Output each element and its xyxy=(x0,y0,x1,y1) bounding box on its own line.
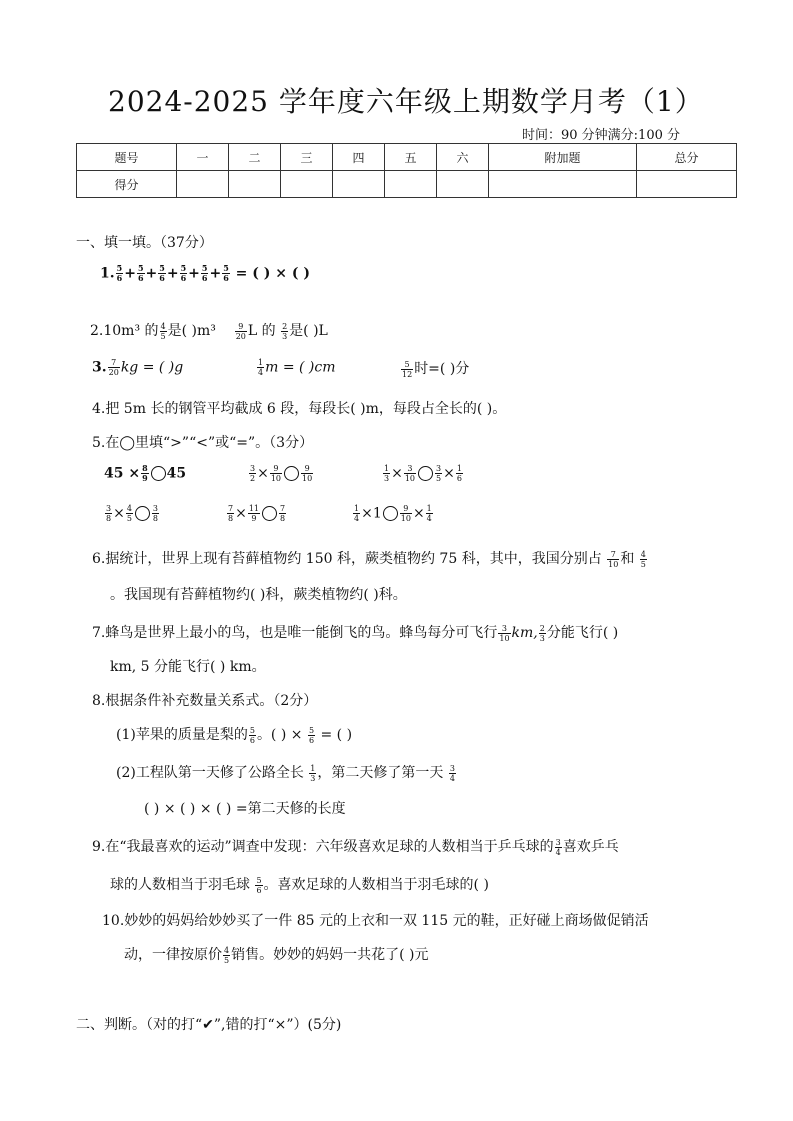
fraction: $\frac{11}{9}$ xyxy=(248,504,260,523)
score-cell[interactable] xyxy=(489,171,637,198)
section1-heading: 一、填一填。（37分） xyxy=(76,235,213,251)
score-header: 三 xyxy=(281,144,333,171)
fraction: $\frac{9}{10}$ xyxy=(302,464,313,483)
compare-item: 45 × $\frac{8}{9}$ 45 xyxy=(104,463,187,483)
question-6-cont[interactable]: 。我国现有苔藓植物约( )科，蕨类植物约( )科。 xyxy=(110,587,407,603)
fraction: $\frac{4}{5}$ xyxy=(126,504,132,523)
fraction: $\frac{3}{2}$ xyxy=(250,464,256,483)
q8-blank-2[interactable]: = ( ) xyxy=(320,727,353,743)
q7-blank-1[interactable]: 分能飞行( ) xyxy=(546,625,619,641)
compare-circle[interactable] xyxy=(383,506,398,521)
fraction: $\frac{9}{20}$ xyxy=(235,321,246,341)
fraction: $\frac{5}{6}$ xyxy=(249,725,255,745)
question-8-2: (2)工程队第一天修了公路全长 $\frac{1}{3}$ ，第二天修了第一天 $\frac{3}{4}$ xyxy=(116,763,455,783)
fraction: $\frac{9}{10}$ xyxy=(270,464,282,483)
q8-blank-1[interactable]: 。( ) × xyxy=(256,727,303,743)
fraction: $\frac{8}{9}$ xyxy=(142,463,148,483)
score-cell[interactable] xyxy=(281,171,333,198)
question-1: 1. $\frac{5}{6}$ + $\frac{5}{6}$ + $\frac{5}{6}$ + $\frac{5}{6}$ + $\frac{5}{6}$ + $\frac{5}{6}$ = ( ) × ( ) xyxy=(100,263,310,283)
q10-blank[interactable]: 销售。妙妙的妈妈一共花了( )元 xyxy=(231,947,429,963)
compare-circle[interactable] xyxy=(262,506,277,521)
question-7: 7.蜂鸟是世界上最小的鸟，也是唯一能倒飞的鸟。蜂鸟每分可飞行 $\frac{3}{10}$ km, $\frac{2}{3}$ 分能飞行( ) xyxy=(92,623,619,643)
score-cell[interactable] xyxy=(437,171,489,198)
score-cell[interactable] xyxy=(176,171,228,198)
score-header: 一 xyxy=(176,144,228,171)
fraction: $\frac{9}{10}$ xyxy=(400,504,411,523)
question-8-1: (1)苹果的质量是梨的 $\frac{5}{6}$ 。( ) × $\frac{5}{6}$ = ( ) xyxy=(116,725,353,745)
score-cell[interactable] xyxy=(636,171,736,198)
score-header: 总分 xyxy=(636,144,736,171)
question-8-2-formula[interactable]: ( ) × ( ) × ( ) =第二天修的长度 xyxy=(144,801,346,817)
score-header: 附加题 xyxy=(489,144,637,171)
fraction: $\frac{4}{5}$ xyxy=(160,321,166,341)
fraction: $\frac{2}{3}$ xyxy=(282,321,288,341)
score-cell[interactable] xyxy=(385,171,437,198)
fraction: $\frac{2}{3}$ xyxy=(539,623,545,643)
fraction: $\frac{1}{4}$ xyxy=(426,504,432,523)
fraction: $\frac{3}{8}$ xyxy=(106,504,112,523)
fraction: $\frac{3}{8}$ xyxy=(152,504,159,523)
fraction: $\frac{4}{5}$ xyxy=(640,549,646,569)
fraction: $\frac{5}{6}$ xyxy=(180,263,187,283)
q1-answer-blank[interactable]: = ( ) × ( ) xyxy=(235,265,310,282)
fraction: $\frac{4}{5}$ xyxy=(224,945,230,965)
question-10: 10.妙妙的妈妈给妙妙买了一件 85 元的上衣和一双 115 元的鞋，正好碰上商场做促销活 xyxy=(102,913,649,929)
question-3b xyxy=(256,358,336,377)
question-9-cont: 球的人数相当于羽毛球 $\frac{5}{6}$ 。喜欢足球的人数相当于羽毛球的( ) xyxy=(110,875,489,895)
fraction: $\frac{5}{6}$ xyxy=(116,263,123,283)
question-3c xyxy=(400,358,469,379)
fraction: $\frac{1}{3}$ xyxy=(384,464,390,483)
fraction: $\frac{7}{8}$ xyxy=(280,504,286,523)
fraction: $\frac{1}{4}$ xyxy=(354,504,360,523)
q2-blank-1[interactable]: 是( )m³ xyxy=(167,323,216,339)
fraction: $\frac{3}{5}$ xyxy=(436,464,442,483)
question-5: 5.在◯里填“>”“<”或“=”。（3分） xyxy=(92,435,314,451)
fraction: $\frac{3}{4}$ xyxy=(555,837,561,857)
score-cell[interactable] xyxy=(333,171,385,198)
fraction: $\frac{7}{8}$ xyxy=(228,504,234,523)
fraction: $\frac{1}{4}$ xyxy=(258,358,264,377)
question-6: 6.据统计，世界上现有苔藓植物约 150 科，蕨类植物约 75 科，其中，我国分别占 $\frac{7}{10}$ 和 $\frac{4}{5}$ xyxy=(92,549,646,569)
section2-heading: 二、判断。（对的打“✔”,错的打“×”）(5分) xyxy=(76,1017,342,1033)
question-4: 4.把 5m 长的钢管平均截成 6 段，每段长( )m，每段占全长的( )。 xyxy=(92,401,507,417)
score-header: 六 xyxy=(437,144,489,171)
question-8: 8.根据条件补充数量关系式。（2分） xyxy=(92,693,318,709)
compare-item: $\frac{3}{2}$ × $\frac{9}{10}$ $\frac{9}{10}$ xyxy=(250,464,313,483)
q1-number: 1. xyxy=(100,265,115,282)
q9-blank[interactable]: 。喜欢足球的人数相当于羽毛球的( ) xyxy=(263,877,489,893)
compare-circle[interactable] xyxy=(151,466,166,481)
question-7-cont[interactable]: km, 5 分能飞行( ) km。 xyxy=(110,659,266,675)
fraction: $\frac{1}{3}$ xyxy=(310,763,316,783)
compare-item: $\frac{7}{8}$ × $\frac{11}{9}$ $\frac{7}{8}$ xyxy=(228,504,286,523)
q3-blank-2[interactable]: m = ( )cm xyxy=(265,359,336,376)
score-header: 题号 xyxy=(77,144,177,171)
fraction: $\frac{1}{6}$ xyxy=(456,464,462,483)
q2-blank-2[interactable]: 是( )L xyxy=(289,323,328,339)
fraction: $\frac{3}{10}$ xyxy=(499,623,510,643)
question-10-cont: 动，一律按原价 $\frac{4}{5}$ 销售。妙妙的妈妈一共花了( )元 xyxy=(124,945,429,965)
score-header-row xyxy=(77,144,737,171)
score-header: 五 xyxy=(385,144,437,171)
page-title: 2024-2025 学年度六年级上期数学月考（1） xyxy=(108,85,704,118)
question-2: 2.10m³ 的 $\frac{4}{5}$ 是( )m³ $\frac{9}{20}$ L 的 $\frac{2}{3}$ 是( )L xyxy=(90,321,328,341)
fraction: $\frac{5}{12}$ xyxy=(402,359,413,379)
compare-circle[interactable] xyxy=(135,506,150,521)
question-3: 3. $\frac{7}{20}$ kg = ( )g xyxy=(92,358,184,377)
compare-circle[interactable] xyxy=(284,466,299,481)
fraction: $\frac{3}{4}$ xyxy=(449,763,455,783)
fraction: $\frac{3}{10}$ xyxy=(404,464,416,483)
fraction: $\frac{7}{20}$ xyxy=(108,358,119,377)
score-header: 二 xyxy=(228,144,280,171)
score-cell[interactable] xyxy=(228,171,280,198)
time-info: 时间：90 分钟满分:100 分 xyxy=(522,128,680,143)
fraction: $\frac{5}{6}$ xyxy=(308,725,315,745)
question-9: 9.在“我最喜欢的运动”调查中发现：六年级喜欢足球的人数相当于乒乓球的 $\frac{3}{4}$ 喜欢乒乓 xyxy=(92,837,619,857)
fraction: $\frac{5}{6}$ xyxy=(137,263,144,283)
fraction: $\frac{7}{10}$ xyxy=(608,549,619,569)
fraction: $\frac{5}{6}$ xyxy=(159,263,165,283)
q3-blank-1[interactable]: kg = ( )g xyxy=(120,359,184,376)
score-header: 四 xyxy=(333,144,385,171)
score-table xyxy=(76,143,737,198)
fraction: $\frac{5}{6}$ xyxy=(256,875,262,895)
compare-item: $\frac{3}{8}$ × $\frac{4}{5}$ $\frac{3}{8}$ xyxy=(106,504,159,523)
fraction: $\frac{5}{6}$ xyxy=(223,263,229,283)
compare-item: $\frac{1}{4}$ ×1 $\frac{9}{10}$ × $\frac{1}{4}$ xyxy=(354,504,432,523)
score-row-label: 得分 xyxy=(77,171,177,198)
compare-item: $\frac{1}{3}$ × $\frac{3}{10}$ $\frac{3}{5}$ × $\frac{1}{6}$ xyxy=(384,464,462,483)
score-row xyxy=(77,171,737,198)
q3-blank-3[interactable]: 时=( )分 xyxy=(414,361,470,377)
fraction: $\frac{5}{6}$ xyxy=(201,263,208,283)
compare-circle[interactable] xyxy=(418,466,433,481)
